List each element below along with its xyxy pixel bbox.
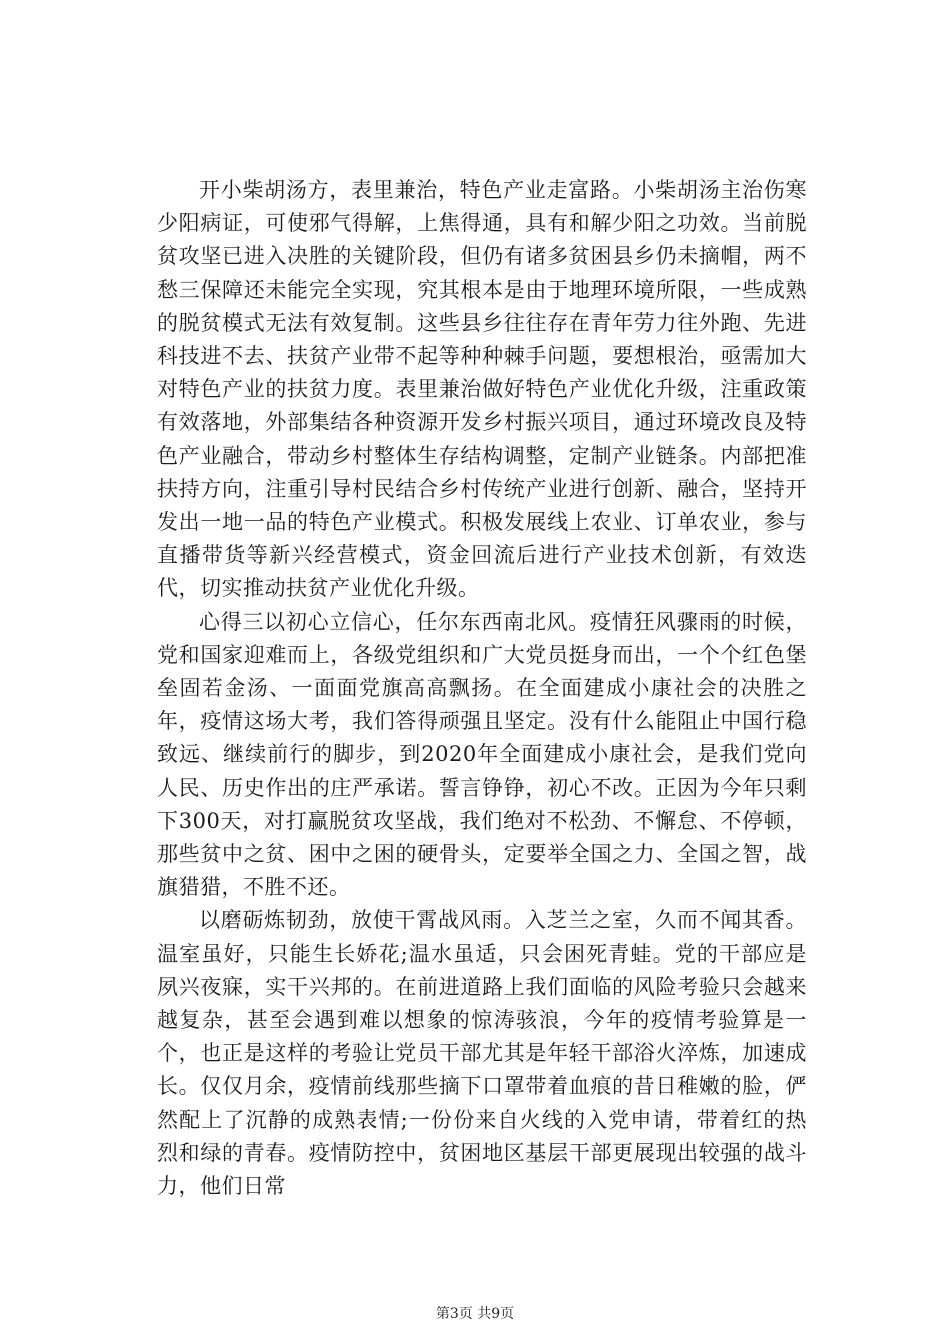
page-number-footer: 第3页 共9页 xyxy=(435,1306,515,1322)
paragraph-insight-three: 心得三以初心立信心，任尔东西南北风。疫情狂风骤雨的时候，党和国家迎难而上，各级党组织和广大党员挺身而出，一个个红色堡垒固若金汤、一面面党旗高高飘扬。在全面建成小康社会的决胜之年，疫情这场大考，我们答得顽强且坚定。没有什么能阻止中国行稳致远、继续前行的脚步，到2020年全面建成小康社会，是我们党向人民、历史作出的庄严承诺。誓言铮铮，初心不改。正因为今年只剩下300天，对打赢脱贫攻坚战，我们绝对不松劲、不懈怠、不停顿，那些贫中之贫、困中之困的硬骨头，定要举全国之力、全国之智，战旗猎猎，不胜不还。 xyxy=(157,609,807,900)
paragraph-special-industry: 开小柴胡汤方，表里兼治，特色产业走富路。小柴胡汤主治伤寒少阳病证，可使邪气得解，上焦得通，具有和解少阳之功效。当前脱贫攻坚已进入决胜的关键阶段，但仍有诸多贫困县乡仍未摘帽，两不愁三保障还未能完全实现，究其根本是由于地理环境所限，一些成熟的脱贫模式无法有效复制。这些县乡往往存在青年劳力往外跑、先进科技进不去、扶贫产业带不起等种种棘手问题，要想根治，亟需加大对特色产业的扶贫力度。表里兼治做好特色产业优化升级，注重政策有效落地，外部集结各种资源开发乡村振兴项目，通过环境改良及特色产业融合，带动乡村整体生存结构调整，定制产业链条。内部把准扶持方向，注重引导村民结合乡村传统产业进行创新、融合，坚持开发出一地一品的特色产业模式。积极发展线上农业、订单农业，参与直播带货等新兴经营模式，资金回流后进行产业技术创新，有效迭代，切实推动扶贫产业优化升级。 xyxy=(157,178,807,601)
paragraph-tempering: 以磨砺炼韧劲，放使干霄战风雨。入芝兰之室，久而不闻其香。温室虽好，只能生长娇花;温水虽适，只会困死青蛙。党的干部应是夙兴夜寐，实干兴邦的。在前进道路上我们面临的风险考验只会越来越复杂，甚至会遇到难以想象的惊涛骇浪，今年的疫情考验算是一个，也正是这样的考验让党员干部尤其是年轻干部浴火淬炼，加速成长。仅仅月余，疫情前线那些摘下口罩带着血痕的昔日稚嫩的脸，俨然配上了沉静的成熟表情;一份份来自火线的入党申请，带着红的热烈和绿的青春。疫情防控中，贫困地区基层干部更展现出较强的战斗力，他们日常 xyxy=(157,908,807,1199)
body-text xyxy=(157,174,807,1203)
